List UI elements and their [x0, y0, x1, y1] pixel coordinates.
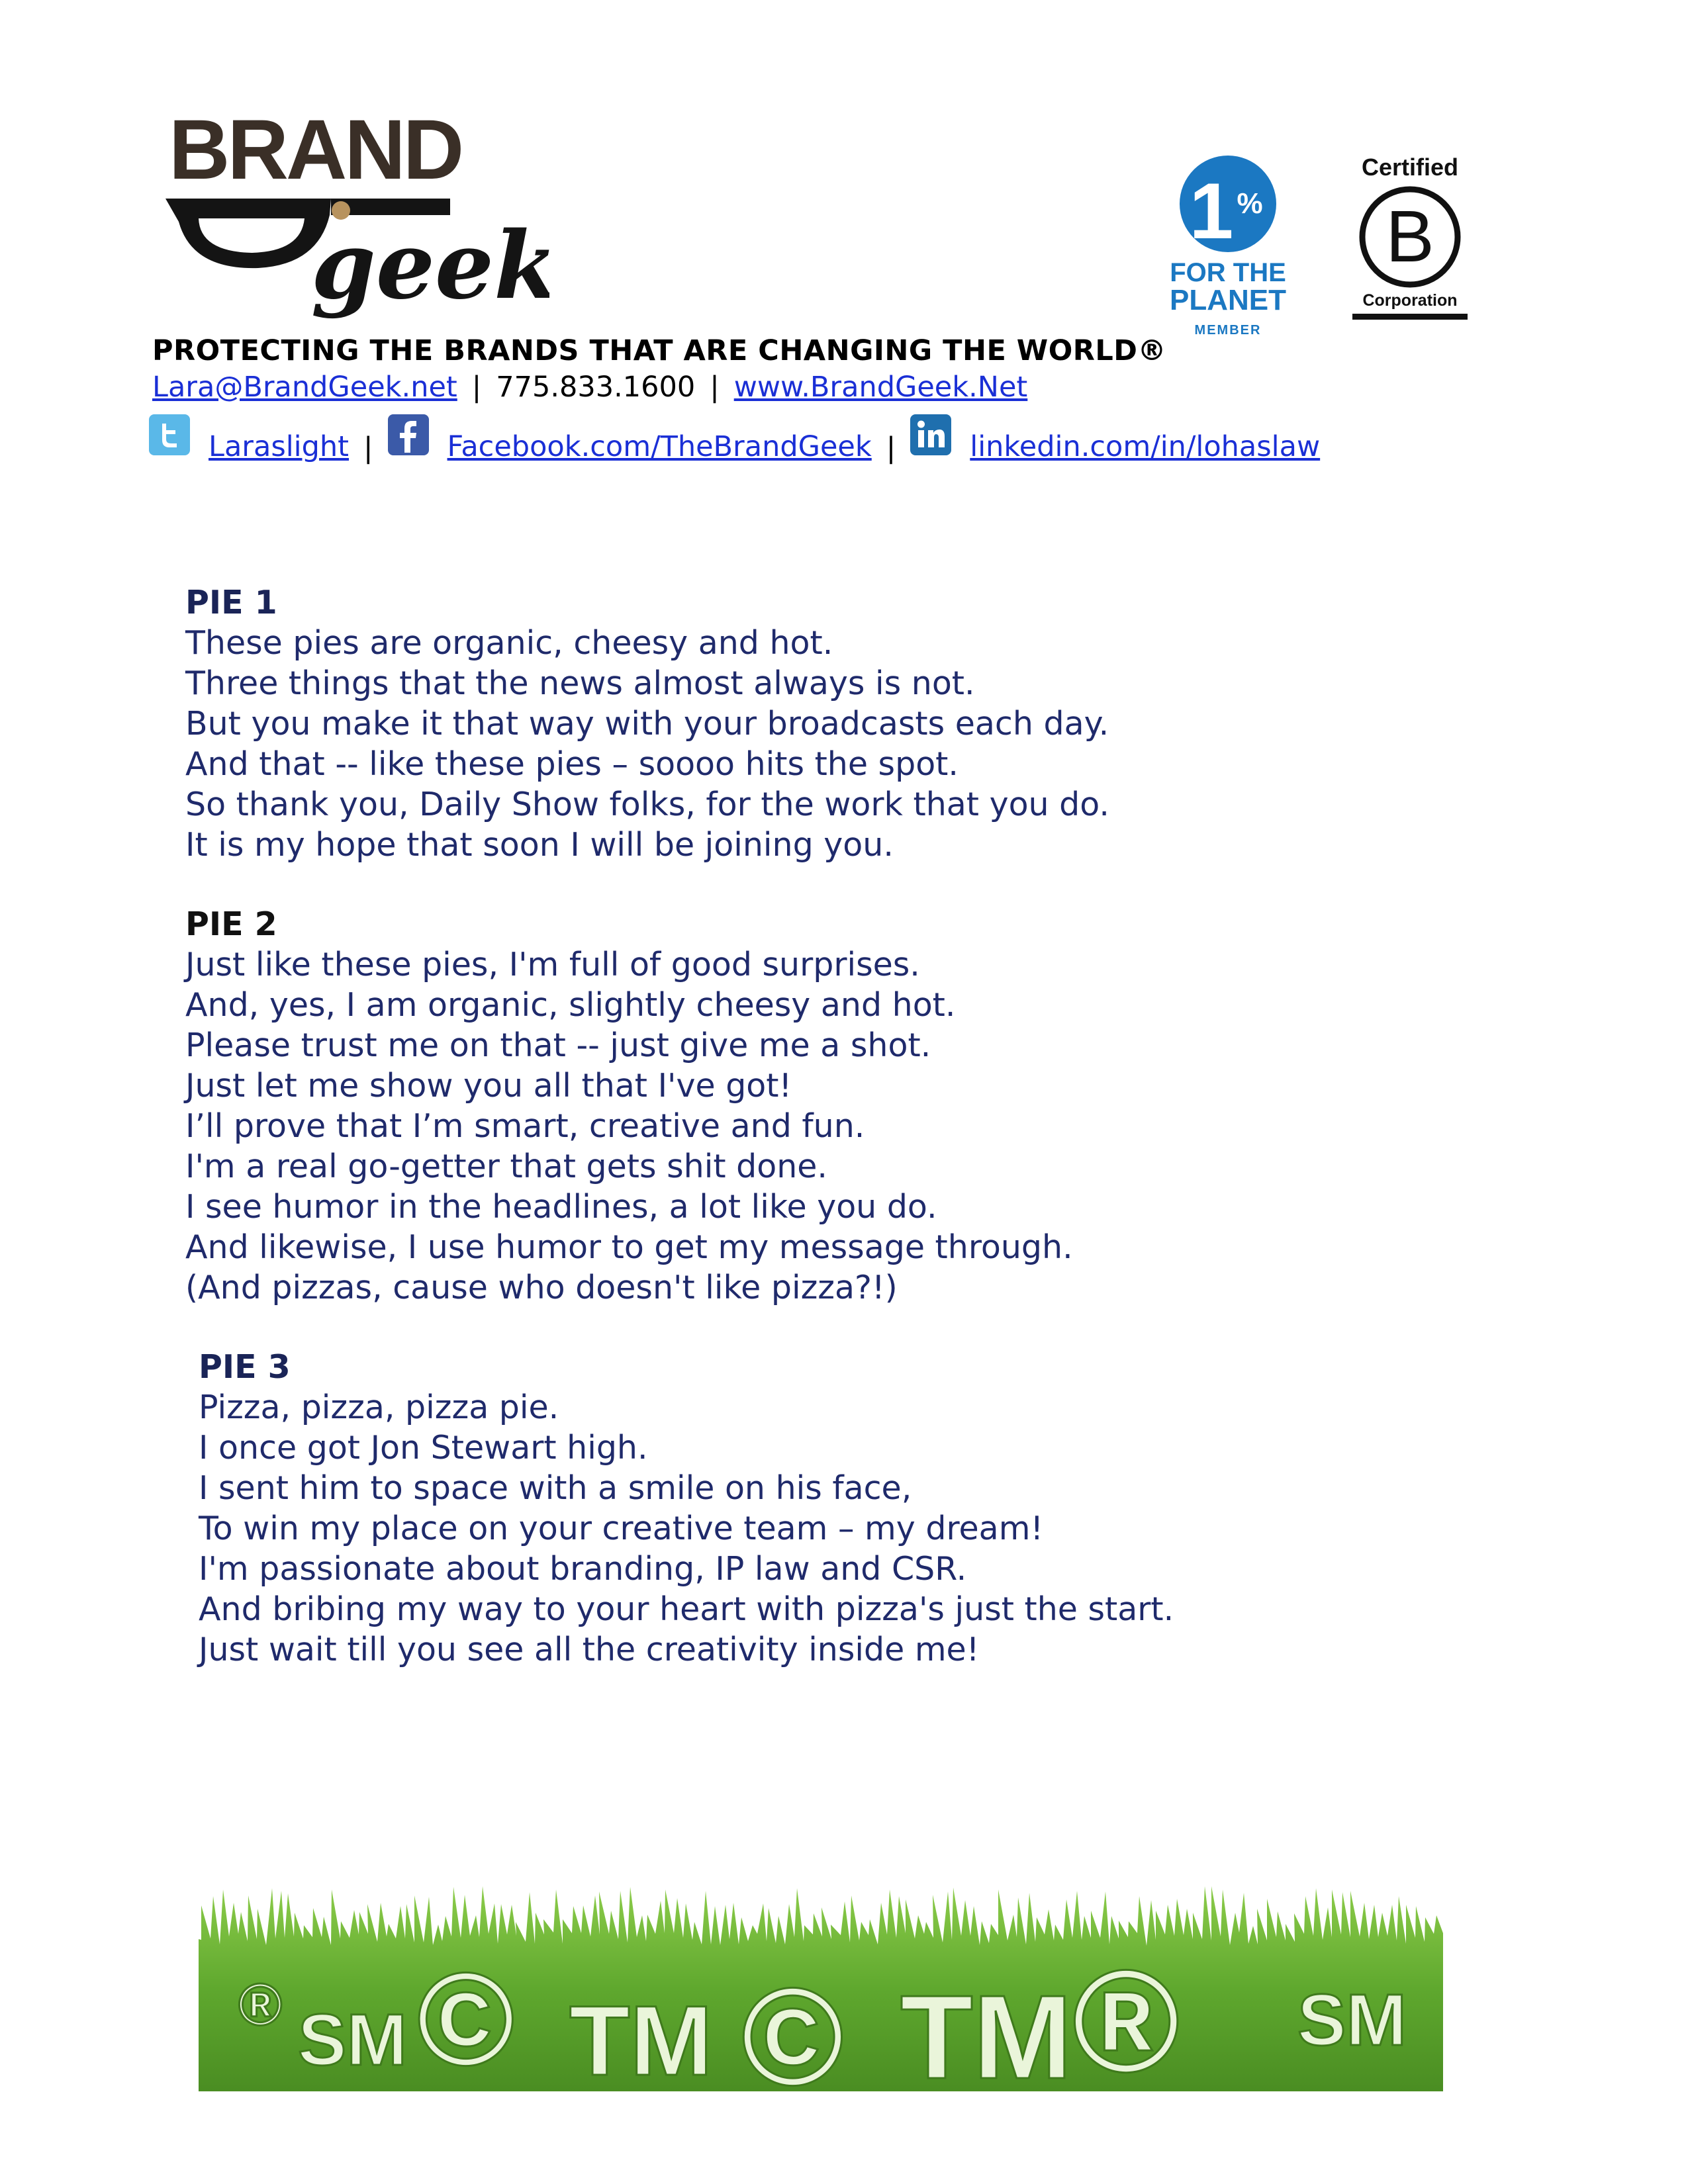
- facebook-link[interactable]: Facebook.com/TheBrandGeek: [447, 430, 872, 463]
- poem-line: I'm passionate about branding, IP law and CSR.: [199, 1550, 967, 1588]
- poem-pie-3: [199, 1347, 1174, 1670]
- poem-line: And likewise, I use humor to get my message through.: [185, 1228, 1073, 1266]
- grass-trademark-banner: [199, 1866, 1443, 2091]
- svg-text:1: 1: [1189, 167, 1234, 255]
- svg-text:Corporation: Corporation: [1362, 291, 1458, 310]
- logo-brand-text: BRAND: [169, 103, 462, 197]
- logo-geek-text: geek: [311, 212, 549, 320]
- poem-line: Pizza, pizza, pizza pie.: [199, 1388, 559, 1426]
- poem-line: And bribing my way to your heart with pizza's just the start.: [199, 1590, 1174, 1628]
- website-link[interactable]: www.BrandGeek.Net: [733, 371, 1028, 404]
- poem-line: To win my place on your creative team – my dream!: [199, 1510, 1044, 1547]
- poem-title: PIE 3: [199, 1348, 291, 1386]
- poem-line: So thank you, Daily Show folks, for the work that you do.: [185, 786, 1109, 823]
- twitter-link[interactable]: Laraslight: [209, 430, 350, 463]
- trademark-symbol: SM: [298, 1999, 407, 2081]
- poem-line: It is my hope that soon I will be joining you.: [185, 826, 894, 864]
- poem-pie-1: [185, 582, 1109, 865]
- poem-line: I sent him to space with a smile on his face,: [199, 1469, 912, 1507]
- linkedin-icon[interactable]: [910, 414, 951, 455]
- poem-line: I see humor in the headlines, a lot like you do.: [185, 1188, 937, 1226]
- poem-line: These pies are organic, cheesy and hot.: [185, 624, 833, 662]
- separator: |: [710, 371, 720, 404]
- svg-text:PLANET: PLANET: [1170, 284, 1286, 316]
- trademark-symbol: ®: [238, 1972, 283, 2038]
- trademark-symbol: ®: [1072, 1940, 1180, 2091]
- svg-text:Certified: Certified: [1361, 154, 1459, 181]
- one-percent-for-the-planet-badge: [1165, 152, 1291, 341]
- company-tagline: PROTECTING THE BRANDS THAT ARE CHANGING THE WORLD®: [152, 334, 1166, 367]
- poem-line: Just like these pies, I'm full of good surprises.: [185, 946, 920, 983]
- trademark-symbol: TM: [900, 1971, 1072, 2091]
- svg-text:B: B: [1385, 196, 1434, 277]
- social-links-row: [149, 405, 1320, 465]
- poem-title: PIE 1: [185, 584, 277, 621]
- separator: |: [471, 371, 482, 404]
- separator: |: [886, 432, 896, 465]
- facebook-icon[interactable]: [388, 414, 429, 455]
- trademark-symbol: TM: [569, 1985, 713, 2091]
- poem-line: Please trust me on that -- just give me a shot.: [185, 1026, 931, 1064]
- twitter-icon[interactable]: [149, 414, 190, 455]
- trademark-symbol: ©: [741, 1959, 844, 2091]
- poem-line: (And pizzas, cause who doesn't like pizza?!): [185, 1269, 898, 1306]
- separator: |: [363, 432, 373, 465]
- poem-pie-2: [185, 904, 1073, 1308]
- poem-line: Just let me show you all that I've got!: [185, 1067, 792, 1105]
- poem-line: I'm a real go-getter that gets shit done.: [185, 1148, 827, 1185]
- trademark-symbol: SM: [1297, 1979, 1407, 2061]
- poem-title: PIE 2: [185, 905, 277, 943]
- poem-line: I once got Jon Stewart high.: [199, 1429, 648, 1467]
- svg-text:MEMBER: MEMBER: [1194, 323, 1262, 338]
- poem-line: And, yes, I am organic, slightly cheesy and hot.: [185, 986, 956, 1024]
- poem-line: Three things that the news almost always is not.: [185, 664, 975, 702]
- email-link[interactable]: Lara@BrandGeek.net: [152, 371, 457, 404]
- trademark-symbol: ©: [417, 1946, 515, 2091]
- poem-line: I’ll prove that I’m smart, creative and fun.: [185, 1107, 865, 1145]
- svg-text:FOR THE: FOR THE: [1170, 258, 1286, 287]
- poem-line: But you make it that way with your broadcasts each day.: [185, 705, 1109, 743]
- brandgeek-logo: [152, 99, 549, 338]
- phone-number: 775.833.1600: [496, 371, 696, 404]
- svg-text:%: %: [1237, 187, 1263, 220]
- certified-b-corporation-badge: [1347, 152, 1473, 328]
- linkedin-link[interactable]: linkedin.com/in/lohaslaw: [970, 430, 1321, 463]
- contact-row: [152, 371, 1027, 404]
- poem-line: Just wait till you see all the creativity inside me!: [199, 1631, 980, 1668]
- poem-line: And that -- like these pies – soooo hits the spot.: [185, 745, 959, 783]
